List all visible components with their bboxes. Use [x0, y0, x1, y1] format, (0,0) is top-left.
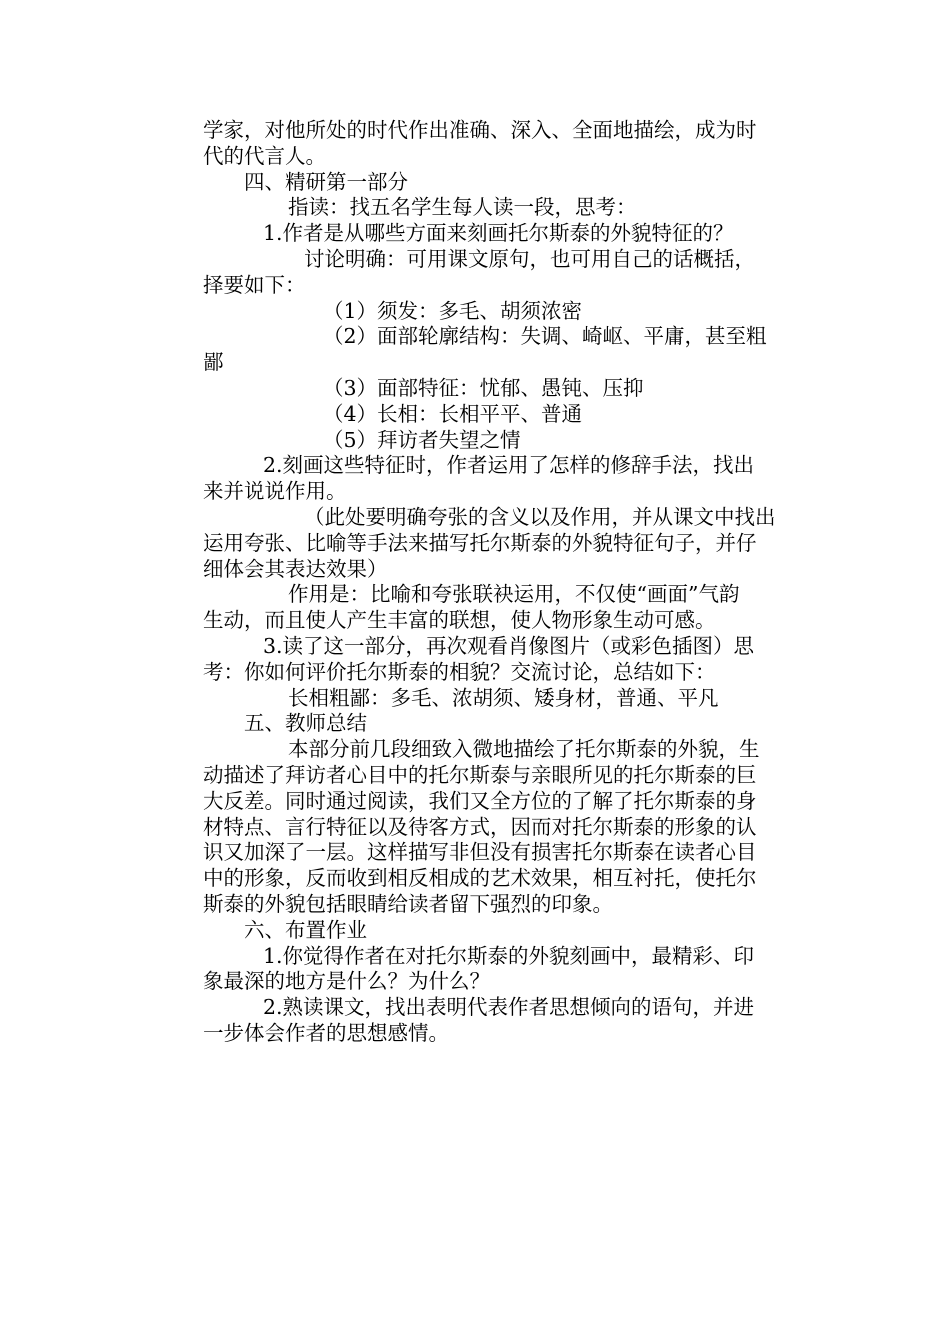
- list-item: （2）面部轮廓结构：失调、崎岖、平庸，甚至粗: [323, 324, 767, 349]
- question-item: 2.刻画这些特征时，作者运用了怎样的修辞手法，找出: [263, 453, 755, 478]
- text-line: 斯泰的外貌包括眼睛给读者留下强烈的印象。: [203, 891, 613, 916]
- text-line: 考：你如何评价托尔斯泰的相貌？交流讨论，总结如下：: [203, 659, 716, 684]
- text-line: 细体会其表达效果）: [203, 556, 388, 581]
- text-line: 长相粗鄙：多毛、浓胡须、矮身材，普通、平凡: [288, 685, 719, 710]
- list-item: （1）须发：多毛、胡须浓密: [323, 298, 583, 323]
- text-line: 代的代言人。: [203, 143, 326, 168]
- text-line: 讨论明确：可用课文原句，也可用自己的话概括，: [304, 246, 755, 271]
- text-line: （此处要明确夸张的含义以及作用，并从课文中找出: [304, 504, 776, 529]
- text-line: 本部分前几段细致入微地描绘了托尔斯泰的外貌，生: [288, 737, 760, 762]
- text-line: 材特点、言行特征以及待客方式，因而对托尔斯泰的形象的认: [203, 814, 757, 839]
- text-line: 一步体会作者的思想感情。: [203, 1020, 449, 1045]
- question-item: 1.你觉得作者在对托尔斯泰的外貌刻画中，最精彩、印: [263, 943, 755, 968]
- text-line: 学家，对他所处的时代作出准确、深入、全面地描绘，成为时: [203, 118, 757, 142]
- text-line: 来并说说作用。: [203, 479, 347, 504]
- text-line: 生动，而且使人产生丰富的联想，使人物形象生动可感。: [203, 608, 716, 633]
- question-item: 3.读了这一部分，再次观看肖像图片（或彩色插图）思: [263, 633, 755, 658]
- text-line: 中的形象，反而收到相反相成的艺术效果，相互衬托，使托尔: [203, 866, 757, 891]
- text-line: 鄙: [203, 350, 224, 375]
- section-heading: 四、精研第一部分: [244, 169, 408, 194]
- text-line: 运用夸张、比喻等手法来描写托尔斯泰的外貌特征句子，并仔: [203, 530, 757, 555]
- text-line: 识又加深了一层。这样描写非但没有损害托尔斯泰在读者心目: [203, 840, 757, 865]
- question-item: 2.熟读课文，找出表明代表作者思想倾向的语句，并进: [263, 995, 755, 1020]
- text-line: 指读：找五名学生每人读一段，思考：: [288, 195, 637, 220]
- section-heading: 六、布置作业: [244, 917, 367, 942]
- question-item: 1.作者是从哪些方面来刻画托尔斯泰的外貌特征的？: [263, 221, 734, 246]
- text-line: 大反差。同时通过阅读，我们又全方位的了解了托尔斯泰的身: [203, 788, 757, 813]
- section-heading: 五、教师总结: [244, 711, 367, 736]
- list-item: （5）拜访者失望之情: [323, 427, 521, 452]
- text-line: 动描述了拜访者心目中的托尔斯泰与亲眼所见的托尔斯泰的巨: [203, 762, 757, 787]
- text-line: 象最深的地方是什么？为什么？: [203, 969, 490, 994]
- text-line: 择要如下：: [203, 272, 306, 297]
- text-line: 作用是：比喻和夸张联袂运用，不仅使“画面”气韵: [288, 582, 740, 607]
- list-item: （3）面部特征：忧郁、愚钝、压抑: [323, 375, 644, 400]
- document-body: [203, 118, 808, 1047]
- list-item: （4）长相：长相平平、普通: [323, 401, 583, 426]
